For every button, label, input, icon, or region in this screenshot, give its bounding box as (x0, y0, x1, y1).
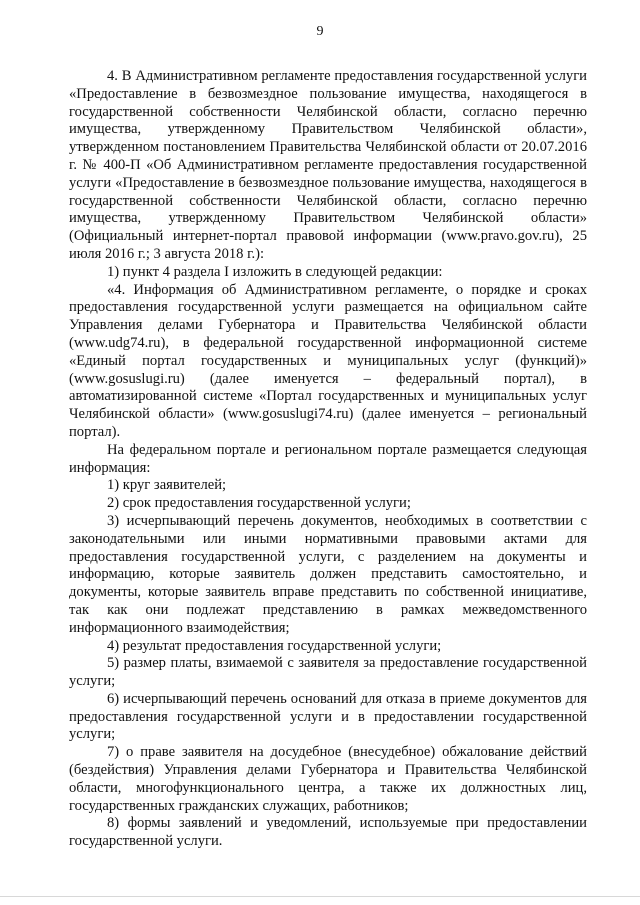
list-item-document-list: 3) исчерпывающий перечень документов, необходимых в соответствии с законодательными или иными нормативными правовыми актами для предоставления государственной услуги, с разделением на документы и информацию, которые заявитель должен представить самостоятельно, и документы, которые заявитель вправе представить по собственной инициативе, так как они подлежат представлению в рамках межведомственного информационного взаимодействия; (69, 512, 587, 636)
list-item-service-result: 4) результат предоставления государственной услуги; (107, 637, 442, 654)
paragraph-point-4-text: «4. Информация об Административном регламенте, о порядке и сроках предоставления государственной услуги размещается на официальном сайте Управления делами Губернатора и Правительства Челябинской области (www.udg74.ru), в федеральной государственной информационной системе «Единый портал государственных и муниципальных услуг (функций)» (www.gosuslugi.ru) (далее именуется – федеральный портал), в автоматизированной системе «Портал государственных и муниципальных услуг Челябинской области» (www.gosuslugi74.ru) (далее именуется – региональный портал). (69, 281, 587, 440)
paragraph-subitem-1: 1) пункт 4 раздела I изложить в следующей редакции: (107, 263, 443, 280)
list-item-appeal-right: 7) о праве заявителя на досудебное (внесудебное) обжалование действий (бездействия) Управления делами Губернатора и Правительства Челябинской области, многофункционального центра, а также их должностных лиц, государственных гражданских служащих, работников; (69, 744, 587, 814)
list-item-forms: 8) формы заявлений и уведомлений, используемые при предоставлении государственной услуги. (69, 815, 587, 850)
page-bottom-edge (0, 896, 640, 897)
list-item-service-term: 2) срок предоставления государственной услуги; (107, 495, 411, 512)
document-body (69, 68, 587, 851)
paragraph-portal-info-intro: На федеральном портале и региональном портале размещается следующая информация: (69, 441, 587, 476)
list-item-fee: 5) размер платы, взимаемой с заявителя за предоставление государственной услуги; (69, 655, 587, 690)
page-number: 9 (316, 24, 324, 39)
paragraph-item-4-amendment: 4. В Административном регламенте предоставления государственной услуги «Предоставление в безвозмездное пользование имущества, находящегося в государственной собственности Челябинской области, согласно перечню имущества, утвержденному Правительством Челябинской области», утвержденном постановлением Правительства Челябинской области от 20.07.2016 г. № 400-П «Об Административном регламенте предоставления государственной услуги «Предоставление в безвозмездное пользование имущества, находящегося в государственной собственности Челябинской области, согласно перечню имущества, утвержденному Правительством Челябинской области» (Официальный интернет-портал правовой информации (www.pravo.gov.ru), 25 июля 2016 г.; 3 августа 2018 г.): (69, 68, 587, 262)
list-item-applicants: 1) круг заявителей; (107, 477, 227, 494)
list-item-refusal-grounds: 6) исчерпывающий перечень оснований для отказа в приеме документов для предоставления государственной услуги и в предоставлении государственной услуги; (69, 690, 587, 743)
